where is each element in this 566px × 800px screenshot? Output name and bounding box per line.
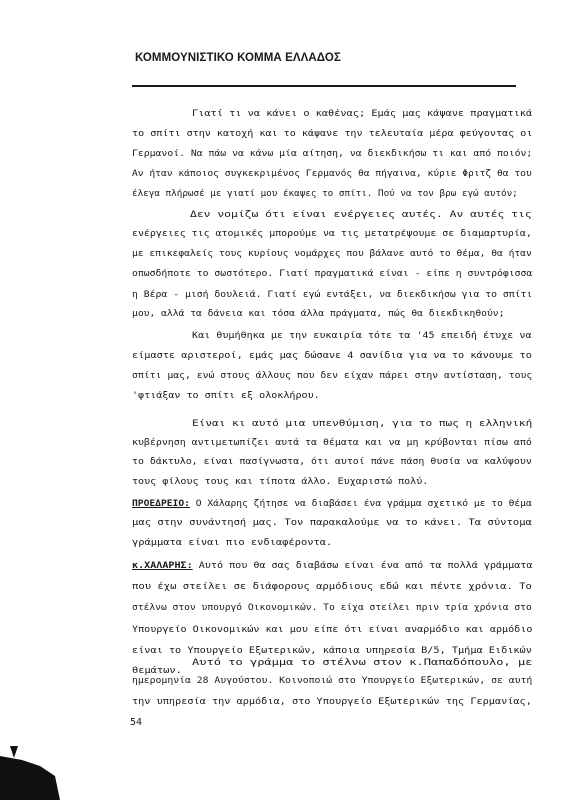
line-text: Ο Χάλαρης ζήτησε να διαβάσει ένα γράμμα σχετικό με το θέμα bbox=[195, 499, 532, 509]
line-text: Γιατί τι να κάνει ο καθένας; Εμάς μας κάψανε πραγματικά bbox=[192, 109, 533, 119]
text-line bbox=[190, 209, 532, 221]
text-line bbox=[132, 188, 518, 200]
line-text: Και θυμήθηκα με την ευκαιρία τότε τα '45 επειδή έτυχε να bbox=[192, 331, 532, 341]
text-line bbox=[132, 168, 532, 180]
line-text: σπίτι μας, ενώ στους άλλους που δεν είχαν πάρει στην αντίσταση, τους bbox=[132, 371, 533, 381]
text-line bbox=[132, 581, 532, 593]
text-line bbox=[132, 350, 532, 362]
text-line bbox=[132, 675, 532, 687]
text-line bbox=[132, 268, 532, 280]
line-text: το δάκτυλο, είναι πασίγνωστα, ότι αυτοί πάνε πάση θυσία να καλύψουν bbox=[132, 457, 532, 467]
line-text: Γερμανοί. Να πάω να κάνω μία αίτηση, να διεκδικήσω τι και από ποιόν; bbox=[132, 149, 533, 159]
party-header: ΚΟΜΜΟΥΝΙΣΤΙΚΟ ΚΟΜΜΑ ΕΛΛΑΔΟΣ bbox=[135, 52, 341, 64]
text-line bbox=[132, 456, 532, 468]
line-text: έλεγα πλήρωσέ με γιατί μου έκαψες το σπίτι. Πού να τον βρω εγώ αυτόν; bbox=[132, 189, 518, 199]
text-line bbox=[132, 517, 532, 529]
text-line bbox=[132, 128, 532, 140]
text-line bbox=[192, 657, 532, 669]
text-line bbox=[132, 148, 532, 160]
text-line bbox=[132, 476, 428, 488]
text-line bbox=[132, 624, 532, 636]
line-text: η Βέρα - μισή δουλειά. Γιατί εγώ εντάξει, να διεκδικήσω για το σπίτι bbox=[132, 290, 533, 300]
line-text: Είναι κι αυτό μια υπενθύμιση, για το πως η ελληνική bbox=[192, 419, 533, 429]
line-text: Αν ήταν κάποιος συγκεκριμένος Γερμανός θα πήγαινα, κύριε Φριτζ θα του bbox=[132, 169, 532, 179]
line-text: Αυτό που θα σας διαβάσω είναι ένα από τα πολλά γράμματα bbox=[198, 561, 533, 571]
text-line bbox=[132, 696, 532, 708]
scan-artifact bbox=[0, 746, 60, 800]
line-text: τους φίλους τους και τίποτα άλλο. Ευχαριστώ πολύ. bbox=[132, 477, 429, 487]
text-line bbox=[132, 560, 532, 572]
speaker-label: ΠΡΟΕΔΡΕΙΟ: bbox=[132, 499, 190, 509]
line-text: είμαστε αριστεροί, εμάς μας δώσανε 4 σανίδια για να το κάνουμε το bbox=[132, 351, 532, 361]
line-text: κυβέρνηση αντιμετωπίζει αυτά τα θέματα και να μη κρύβονται πίσω από bbox=[132, 438, 532, 448]
text-line bbox=[132, 437, 532, 449]
line-text: γράμματα είναι πιο ενδιαφέροντα. bbox=[132, 538, 333, 548]
line-text: που έχω στείλει σε διάφορους αρμόδιους εδώ και πέντε χρόνια. Το bbox=[132, 582, 532, 592]
text-line bbox=[132, 602, 532, 614]
line-text: μας στην συνάντησή μας. Τον παρακαλούμε να το κάνει. Τα σύντομα bbox=[132, 518, 532, 528]
line-text: οπωσδήποτε το σωστότερο. Γιατί πραγματικά είναι - είπε η συντρόφισσα bbox=[132, 269, 533, 279]
line-text: στέλνω στον υπουργό Οικονομικών. Το είχα στείλει πριν τρία χρόνια στο bbox=[132, 603, 532, 613]
text-line bbox=[132, 498, 532, 510]
text-line bbox=[132, 289, 532, 301]
text-line bbox=[132, 390, 320, 402]
line-text: Δεν νομίζω ότι είναι ενέργειες αυτές. Αν αυτές τις bbox=[190, 210, 532, 220]
line-text: θεμάτων. bbox=[132, 666, 182, 676]
line-text: 'φτιάξαν το σπίτι εξ ολοκλήρου. bbox=[132, 391, 320, 401]
line-text: το σπίτι στην κατοχή και το κάψανε την τελευταία μέρα φεύγοντας οι bbox=[132, 129, 533, 139]
text-line bbox=[132, 248, 532, 260]
text-line bbox=[192, 330, 532, 342]
line-text: είναι το Υπουργείο Εξωτερικών, κάποια υπηρεσία Β/5, Τμήμα Ειδικών bbox=[132, 646, 532, 656]
text-line bbox=[192, 108, 532, 120]
text-line bbox=[192, 418, 532, 430]
text-line bbox=[132, 308, 504, 320]
line-text: Αυτό το γράμμα το στέλνω στον κ.Παπαδόπουλο, με bbox=[192, 658, 533, 668]
text-line bbox=[132, 370, 532, 382]
page-number: 54 bbox=[130, 717, 143, 728]
speaker-label: κ.ΧΑΛΑΡΗΣ: bbox=[132, 561, 193, 571]
line-text: την υπηρεσία την αρμόδια, στο Υπουργείο Εξωτερικών της Γερμανίας, bbox=[132, 697, 532, 707]
line-text: με επικεφαλείς τους κυρίους νομάρχες που βάλανε αυτό το θέμα, θα ήταν bbox=[132, 249, 532, 259]
text-line bbox=[132, 537, 332, 549]
line-text: ημερομηνία 28 Αυγούστου. Κοινοποιώ στο Υπουργείο Εξωτερικών, σε αυτή bbox=[132, 676, 533, 686]
line-text: ενέργειες τις ατομικές μπορούμε να τις μετατρέψουμε σε διαμαρτυρία, bbox=[132, 229, 532, 239]
line-text: Υπουργείο Οικονομικών και μου είπε ότι είναι αναρμόδιο και αρμόδιο bbox=[132, 625, 533, 635]
line-text: μου, αλλά τα δάνεια και τόσα άλλα πράγματα, πώς θα διεκδικηθούν; bbox=[132, 309, 505, 319]
text-line bbox=[132, 228, 532, 240]
text-line bbox=[132, 645, 532, 657]
